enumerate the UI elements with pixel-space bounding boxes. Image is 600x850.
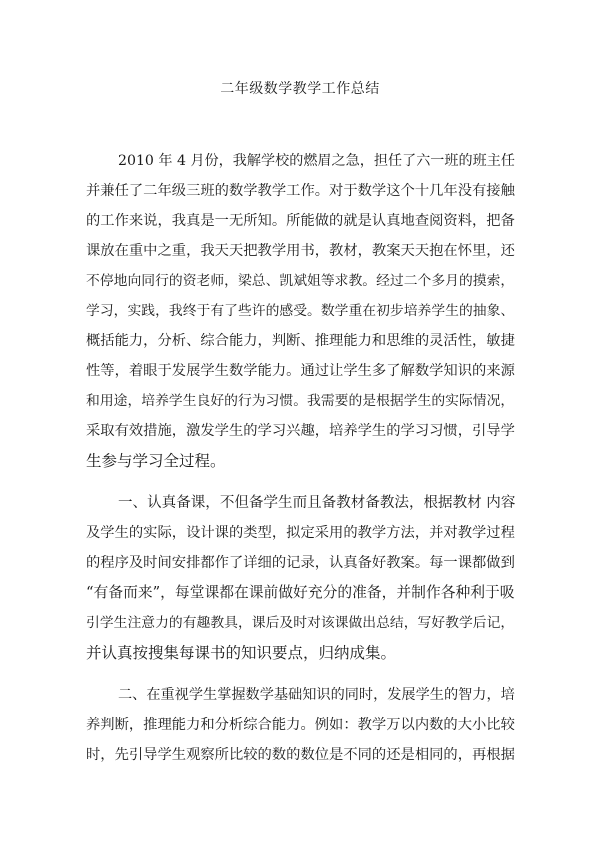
text-line: 一、认真备课，不但备学生而且备教材备教法，根据教材 内容: [118, 494, 516, 511]
text-line: 概括能力，分析、综合能力，判断、推理能力和思维的灵活性，敏捷: [86, 333, 515, 349]
text-line: 引学生注意力的有趣教具，课后及时对该课做出总结，写好教学后记，: [86, 615, 515, 631]
text-line: 生参与学习全过程。: [86, 452, 226, 470]
text-line: 性等，着眼于发展学生数学能力。通过让学生多了解数学知识的来源: [86, 363, 515, 379]
text-line: 时，先引导学生观察所比较的数的数位是不同的还是相同的，再根据: [86, 747, 515, 763]
text-line: 课放在重中之重，我天天把教学用书，教材，教案天天抱在怀里，还: [86, 243, 515, 259]
text-line: 养判断，推理能力和分析综合能力。例如：教学万以内数的大小比较: [86, 717, 515, 733]
text-line: 学习，实践，我终于有了些许的感受。数学重在初步培养学生的抽象、: [86, 303, 515, 319]
text-line: 并认真按搜集每课书的知识要点，归纳成集。: [86, 644, 397, 662]
text-line: “有备而来”，每堂课都在课前做好充分的准备，并制作各种利于吸: [86, 584, 515, 601]
text-line: 的工作来说，我真是一无所知。所能做的就是认真地查阅资料，把备: [86, 213, 515, 229]
text-line: 的程序及时间安排都作了详细的记录，认真备好教案。每一课都做到: [86, 555, 515, 571]
text-line: 二、在重视学生掌握数学基础知识的同时，发展学生的智力，培: [118, 687, 515, 703]
text-line: 不停地向同行的资老师，梁总、凯斌姐等求教。经过二个多月的摸索，: [86, 273, 515, 289]
text-line: 2010 年 4 月份，我解学校的燃眉之急，担任了六一班的班主任: [118, 153, 515, 169]
text-line: 及学生的实际，设计课的类型，拟定采用的教学方法，并对教学过程: [86, 525, 515, 541]
text-line: 和用途，培养学生良好的行为习惯。我需要的是根据学生的实际情况，: [86, 393, 515, 409]
page-title: 二年级数学教学工作总结: [220, 81, 380, 97]
text-line: 采取有效措施，激发学生的学习兴趣，培养学生的学习习惯，引导学: [86, 423, 515, 439]
text-line: 并兼任了二年级三班的数学教学工作。对于数学这个十几年没有接触: [86, 183, 515, 199]
